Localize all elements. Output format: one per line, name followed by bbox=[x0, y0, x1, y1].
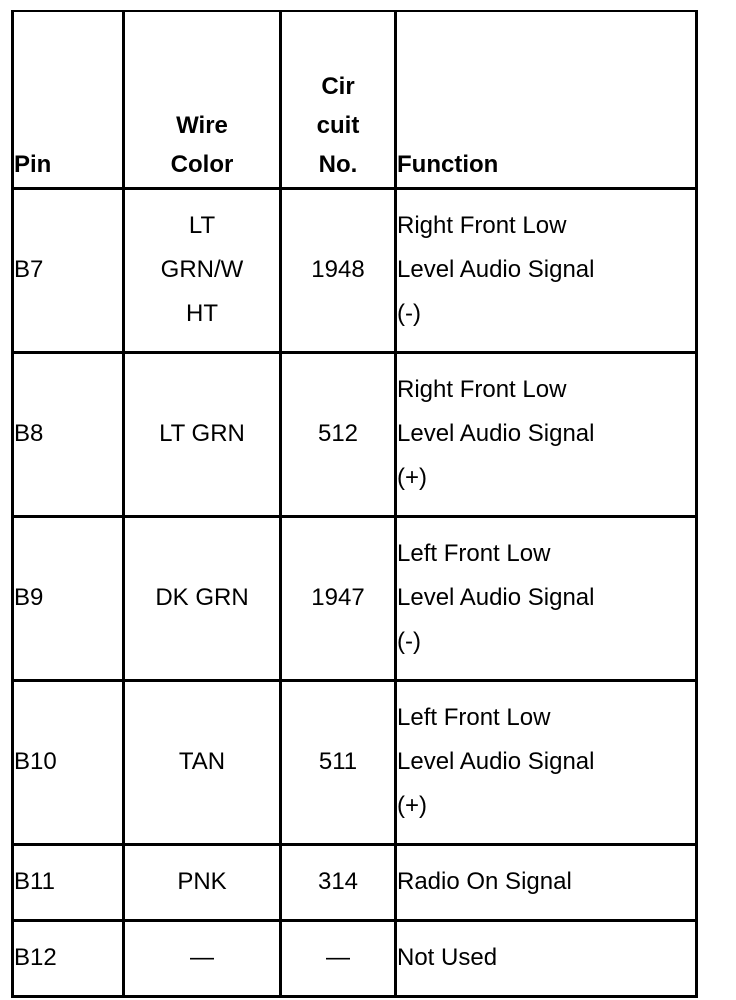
table-row bbox=[13, 352, 697, 516]
wire-color-cell: TAN bbox=[124, 680, 281, 844]
table-row bbox=[13, 516, 697, 680]
pin-cell: B10 bbox=[13, 680, 124, 844]
circuit-no-cell: — bbox=[281, 920, 396, 996]
header-wire-color: Wire Color bbox=[124, 11, 281, 188]
header-circuit-no: Cir cuit No. bbox=[281, 11, 396, 188]
wire-color-cell: LT GRN bbox=[124, 352, 281, 516]
circuit-no-cell: 512 bbox=[281, 352, 396, 516]
header-row bbox=[13, 11, 697, 188]
circuit-no-cell: 314 bbox=[281, 844, 396, 920]
table-row bbox=[13, 844, 697, 920]
function-cell: Left Front Low Level Audio Signal (-) bbox=[396, 516, 697, 680]
function-cell: Left Front Low Level Audio Signal (+) bbox=[396, 680, 697, 844]
table-row bbox=[13, 920, 697, 996]
header-pin: Pin bbox=[13, 11, 124, 188]
pin-cell: B7 bbox=[13, 188, 124, 352]
function-cell: Right Front Low Level Audio Signal (-) bbox=[396, 188, 697, 352]
wire-color-cell: — bbox=[124, 920, 281, 996]
pin-cell: B11 bbox=[13, 844, 124, 920]
circuit-no-cell: 1947 bbox=[281, 516, 396, 680]
table-row bbox=[13, 680, 697, 844]
function-cell: Right Front Low Level Audio Signal (+) bbox=[396, 352, 697, 516]
function-cell: Not Used bbox=[396, 920, 697, 996]
header-function: Function bbox=[396, 11, 697, 188]
circuit-no-cell: 1948 bbox=[281, 188, 396, 352]
wire-color-cell: PNK bbox=[124, 844, 281, 920]
connector-pinout-table bbox=[11, 10, 698, 998]
table-row bbox=[13, 188, 697, 352]
wire-color-cell: DK GRN bbox=[124, 516, 281, 680]
wire-color-cell: LT GRN/W HT bbox=[124, 188, 281, 352]
pin-cell: B9 bbox=[13, 516, 124, 680]
pin-cell: B12 bbox=[13, 920, 124, 996]
pin-cell: B8 bbox=[13, 352, 124, 516]
function-cell: Radio On Signal bbox=[396, 844, 697, 920]
circuit-no-cell: 511 bbox=[281, 680, 396, 844]
